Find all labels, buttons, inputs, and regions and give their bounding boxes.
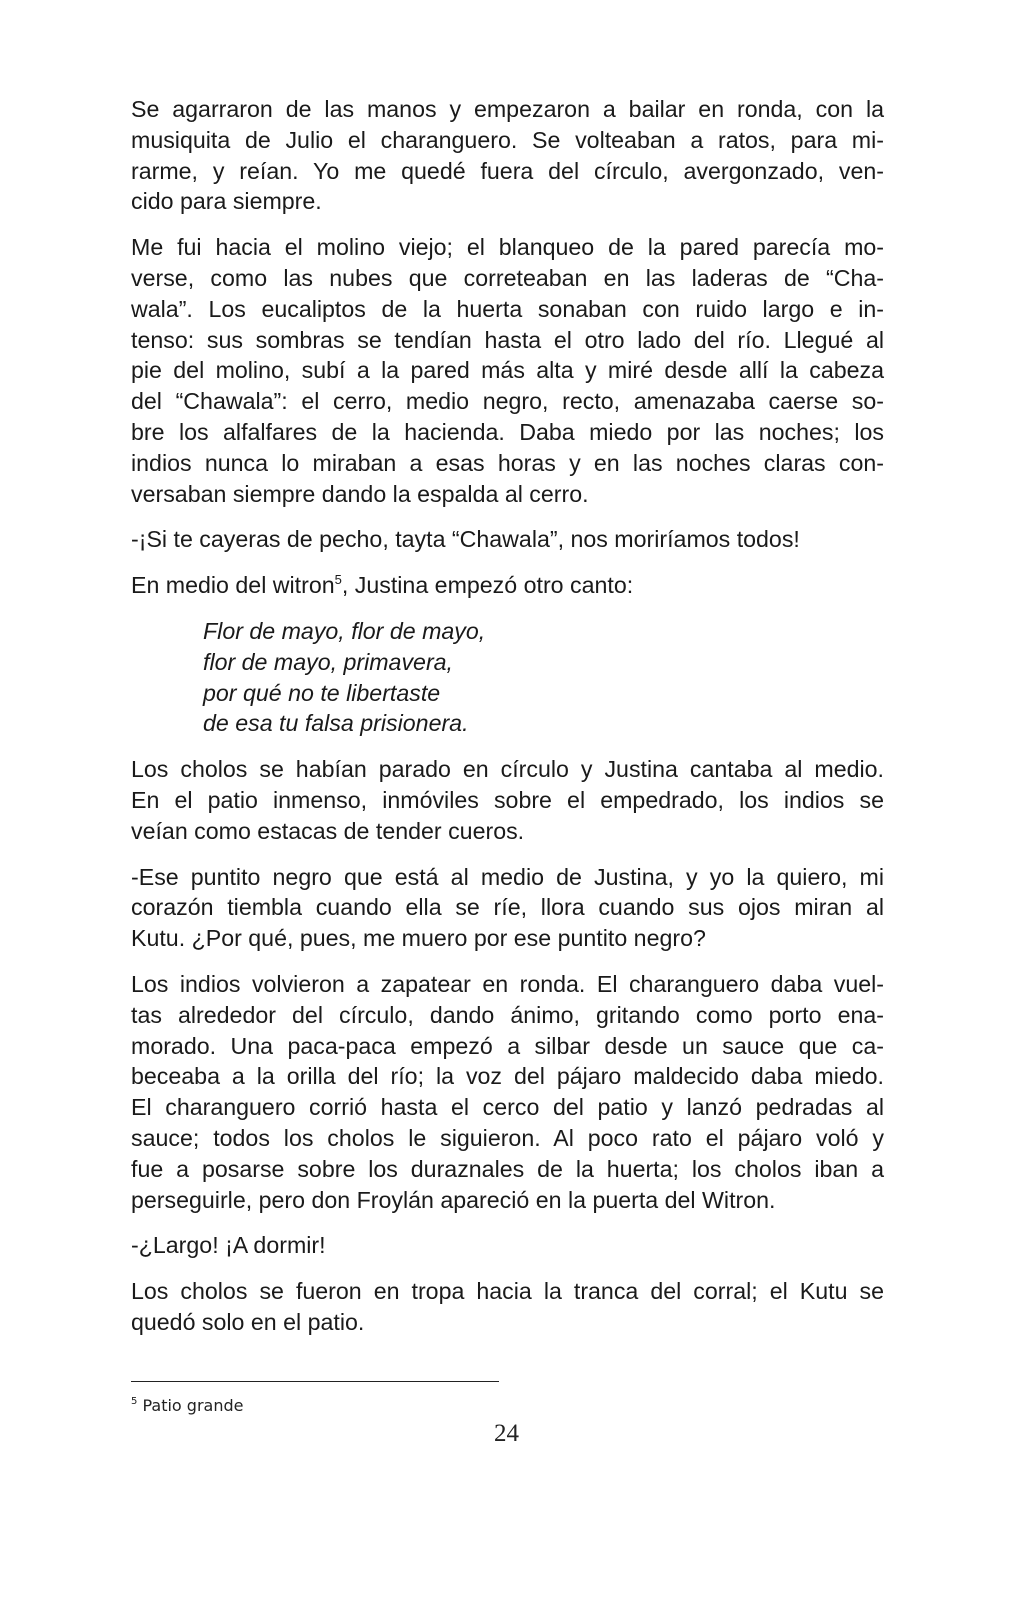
text-line: Los cholos se habían parado en círculo y Justina cantaba al medio.	[131, 756, 884, 783]
text-line: fue a posarse sobre los duraznales de la huerta; los cholos iban a	[131, 1155, 884, 1182]
verse-line: por qué no te libertaste	[203, 679, 441, 706]
text-line: del “Chawala”: el cerro, medio negro, recto, amenazaba caerse so-	[131, 388, 884, 415]
footnote-number: 5	[131, 1396, 138, 1407]
paragraph-1	[131, 94, 884, 217]
text-line: Se agarraron de las manos y empezaron a bailar en ronda, con la	[131, 96, 884, 122]
text-line: beceaba a la orilla del río; la voz del pájaro maldecido daba miedo.	[131, 1063, 884, 1090]
text-line: morado. Una paca-paca empezó a silbar desde un sauce que ca-	[131, 1032, 884, 1059]
text-line: veían como estacas de tender cueros.	[131, 817, 525, 844]
paragraph-6	[131, 862, 884, 954]
text-line: rarme, y reían. Yo me quedé fuera del círculo, avergonzado, ven-	[131, 157, 884, 184]
verse-line: Flor de mayo, flor de mayo,	[203, 617, 486, 644]
text-line: cido para siempre.	[131, 188, 322, 215]
text-span: , Justina empezó otro canto:	[341, 572, 634, 599]
song-verse	[203, 616, 884, 739]
text-line: indios nunca lo miraban a esas horas y en las noches claras con-	[131, 449, 884, 476]
paragraph-7	[131, 969, 884, 1215]
footnote-text: Patio grande	[142, 1396, 244, 1415]
text-line: corazón tiembla cuando ella se ríe, llora cuando sus ojos miran al	[131, 894, 884, 921]
text-line: verse, como las nubes que correteaban en las laderas de “Cha-	[131, 264, 884, 291]
text-line: Los indios volvieron a zapatear en ronda. El charanguero daba vuel-	[131, 970, 884, 997]
footnote-divider	[131, 1381, 499, 1382]
text-line: Los cholos se fueron en tropa hacia la tranca del corral; el Kutu se	[131, 1278, 884, 1305]
text-line: pie del molino, subí a la pared más alta y miré desde allí la cabeza	[131, 357, 884, 384]
text-line: perseguirle, pero don Froylán apareció en la puerta del Witron.	[131, 1186, 776, 1213]
footnote-reference[interactable]: 5	[334, 572, 342, 588]
dialogue-line: -¡Si te cayeras de pecho, tayta “Chawala”, nos moriríamos todos!	[131, 526, 800, 553]
text-line: sauce; todos los cholos le siguieron. Al poco rato el pájaro voló y	[131, 1124, 884, 1151]
footnote	[131, 1395, 243, 1417]
text-line: Kutu. ¿Por qué, pues, me muero por ese puntito negro?	[131, 925, 706, 952]
page-number: 24	[494, 1420, 519, 1447]
text-line: wala”. Los eucaliptos de la huerta sonaban con ruido largo e in-	[131, 295, 884, 322]
dialogue-line: -¿Largo! ¡A dormir!	[131, 1232, 326, 1259]
text-line: quedó solo en el patio.	[131, 1308, 365, 1335]
text-span: En medio del witron	[131, 572, 335, 599]
text-line: tas alrededor del círculo, dando ánimo, gritando como porto ena-	[131, 1001, 884, 1028]
paragraph-2	[131, 232, 884, 509]
text-line: musiquita de Julio el charanguero. Se volteaban a ratos, para mi-	[131, 126, 884, 153]
text-line: bre los alfalfares de la hacienda. Daba miedo por las noches; los	[131, 418, 884, 445]
verse-line: flor de mayo, primavera,	[203, 648, 454, 675]
paragraph-5	[131, 754, 884, 846]
paragraph-9	[131, 1276, 884, 1338]
paragraph-witron	[131, 570, 884, 601]
text-line: -Ese puntito negro que está al medio de Justina, y yo la quiero, mi	[131, 863, 884, 890]
verse-line: de esa tu falsa prisionera.	[203, 710, 469, 737]
text-line: Me fui hacia el molino viejo; el blanqueo de la pared parecía mo-	[131, 234, 884, 261]
text-line: versaban siempre dando la espalda al cerro.	[131, 480, 589, 507]
text-line: En el patio inmenso, inmóviles sobre el empedrado, los indios se	[131, 786, 884, 813]
text-line: tenso: sus sombras se tendían hasta el otro lado del río. Llegué al	[131, 326, 884, 353]
text-line: El charanguero corrió hasta el cerco del patio y lanzó pedradas al	[131, 1094, 884, 1121]
page-body	[131, 94, 884, 1353]
